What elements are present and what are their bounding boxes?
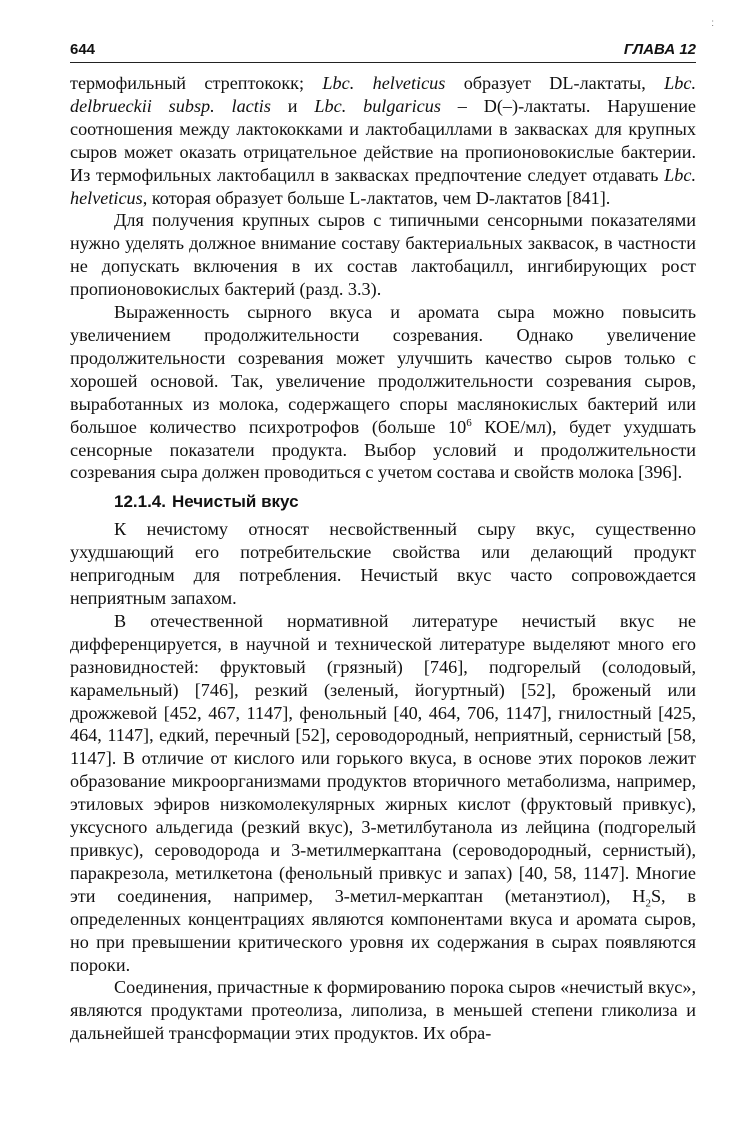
p1-species-1: Lbc. helveticus: [322, 73, 446, 93]
p1-species-4: Lbc. helveticus: [70, 164, 696, 208]
p3-superscript: 6: [466, 416, 472, 429]
p1-species-2: Lbc. delbrueckii subsp. lactis: [70, 73, 696, 116]
p1-text-2: образует DL-лактаты,: [445, 73, 665, 93]
section-heading: [114, 491, 696, 513]
p1-text-5: , которая образует больше L-лактатов, чем D-лактатов [841].: [142, 187, 611, 208]
book-page: [70, 38, 696, 1045]
p5-subscript: 2: [645, 897, 651, 910]
p1-text-4: – D(–)-лактаты. Нарушение соотношения между лактококками и лактобациллами в заквасках для крупных сыров может оказать отрицательное действие на пропионовокислые бактерии. Из термофильных лактобацилл в заквасках предпочтение следует отдавать: [70, 95, 696, 185]
paragraph-2: Для получения крупных сыров с типичными сенсорными показателями нужно уделять должное внимание составу бактериальных заквасок, в частности не допускать включения в их состав лактобацилл, ингибирующих рост пропионовокислых бактерий (разд. 3.3).: [70, 210, 696, 300]
chapter-title: ГЛАВА 12: [623, 41, 696, 58]
paragraph-5: [70, 610, 696, 977]
p1-species-3: Lbc. bulgaricus: [314, 95, 441, 116]
paragraph-1: [70, 72, 696, 209]
paragraph-4: К нечистому относят несвойственный сыру вкус, существенно ухудшающий его потребительские свойства или делающий продукт непригодным для потребления. Нечистый вкус часто сопровождается неприятным запахом.: [70, 519, 696, 609]
p3-text-2: КОЕ/мл), будет ухудшать сенсорные показатели продукта. Выбор условий и продолжительности созревания сыра должен проводиться с учетом состава и свойств молока [396].: [70, 416, 696, 483]
running-head: [70, 38, 696, 63]
paragraph-6: Соединения, причастные к формированию порока сыров «нечистый вкус», являются продуктами протеолиза, липолиза, в меньшей степени гликолиза и дальнейшей трансформации этих продуктов. Их обра-: [70, 977, 696, 1044]
paragraph-3: [70, 301, 696, 484]
p3-text-1: Выраженность сырного вкуса и аромата сыра можно повысить увеличением продолжительности созревания. Однако увеличение продолжительности созревания может улучшить качество сыров только с хорошей основой. Так, увеличение продолжительности созревания сыров, выработанных из молока, содержащего споры маслянокислых бактерий или большое количество психротрофов (больше 10: [70, 302, 696, 437]
p1-text-3: и: [270, 95, 315, 116]
p5-text-2: S, в определенных концентрациях являются компонентами вкуса и аромата сыров, но при превышении критического уровня их содержания в сырах появляются пороки.: [70, 885, 697, 975]
body-text: [70, 72, 696, 1045]
page-number: 644: [70, 41, 96, 58]
corner-mark: :: [711, 18, 714, 29]
p5-text-1: В отечественной нормативной литературе нечистый вкус не дифференцируется, в научной и технической литературе выделяют много его разновидностей: фруктовый (грязный) [746], подгорелый (солодовый, карамельный) [746], резкий (зеленый, йогуртный) [52], броженый или дрожжевой [452, 467, 1147], фенольный [40, 464, 706, 1147], гнилостный [425, 464, 1147], едкий, перечный [52], сероводородный, неприятный, сернистый [58, 1147]. В отличие от кислого или горького вкуса, в основе этих пороков лежит образование микроорганизмами продуктов вторичного метаболизма, например, этиловых эфиров низкомолекулярных жирных кислот (фруктовый привкус), уксусного альдегида (резкий вкус), 3-метилбутанола из лейцина (подгорелый привкус), сероводорода и 3-метилмеркаптана (сероводородный, сернистый), паракрезола, метилкетона (фенольный привкус и запах) [40, 58, 1147]. Многие эти соединения, например, 3-метил-меркаптан (метанэтиол), H: [70, 610, 696, 906]
section-number: 12.1.4.: [114, 492, 166, 512]
section-title: Нечистый вкус: [172, 492, 299, 512]
p1-text-1: термофильный стрептококк;: [70, 73, 323, 93]
